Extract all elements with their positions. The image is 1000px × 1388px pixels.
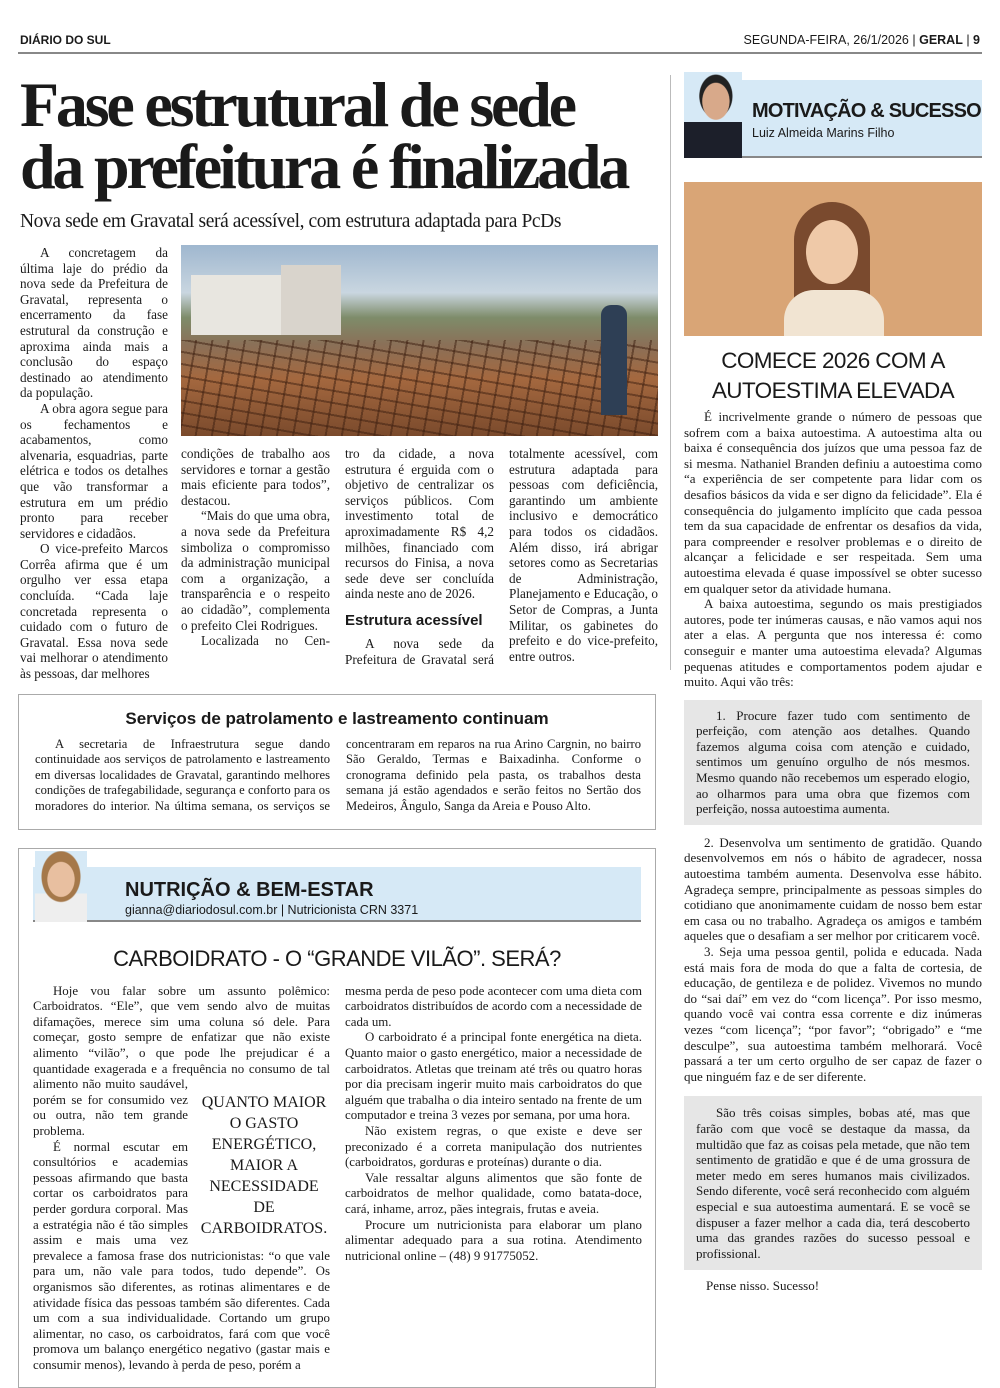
paragraph: A secretaria de Infraestrutura segue dando continuidade aos serviços de patrolamento e lastreamento em diversas localidades de Gravatal, garantindo melhores condições de trafegabilidade, segurança e conforto para os moradores do interior. Na última semana, os serviços se concentraram em reparos na rua Arino Cargnin, no bairro São Geraldo, Termas e Baixadinha. Conforme o cronograma definido pela pasta, os trabalhos desta semana já estão agendados e serão feitos no Sertão dos Medeiros, Ângulo, Sanga da Areia e Pouso Alto.	[35, 736, 641, 813]
paragraph: A nova sede da Prefeitura de Gravatal será	[345, 635, 494, 667]
article-column	[20, 245, 168, 682]
right-content	[684, 80, 982, 1294]
tip-box	[684, 700, 982, 825]
left-content	[18, 245, 658, 1388]
paragraph: Vale ressaltar alguns alimentos que são fonte de carboidratos de melhor qualidade, como batata-doce, cará, inhame, arroz, pães integrais, frutas e aveia.	[345, 1170, 642, 1216]
paragraph: O vice-prefeito Marcos Corrêa afirma que é um orgulho ver essa etapa concluída. “Cada laje concretada representa o cuidado com o futuro de Gravatal. Essa nova sede vai melhorar o atendimento às pessoas, dar melhores	[20, 541, 168, 682]
construction-photo	[181, 245, 658, 436]
patrol-text	[35, 737, 641, 815]
nutrition-byline: gianna@diariodosul.com.br | Nutricionista CRN 3371	[125, 902, 419, 917]
conclusion-box	[684, 1096, 982, 1270]
title-line: COMECE 2026 COM A	[721, 348, 945, 373]
headline-line: Fase estrutural de sede	[20, 69, 574, 140]
rebar-grid	[181, 340, 658, 436]
column-divider	[670, 75, 671, 670]
nutrition-column-1	[33, 984, 330, 1374]
paragraph: condições de trabalho aos servidores e tornar a gestão mais eficiente para todos”, destacou.	[181, 446, 330, 508]
article-right	[181, 245, 658, 682]
paragraph: É normal escutar em consultórios e academias pessoas afirmando que basta cortar os carboidratos para perder gordura corporal. Mas a estratégia não é tão simples assim e mais uma vez prevalece a famosa frase dos nutricionistas: “o que vale para um, não vale para todos, tudo depende”. Os organismos são diferentes, as rotinas alimentares e de atividade física das pessoas também são diferentes. Cada um com a sua individualidade. Cortando um grupo alimentar, no caso, os carboidratos, fará com que você promova um balanço energético negativo (gastar mais e consumir menos), levando à perda de peso, porém a	[33, 1139, 330, 1372]
article-body	[18, 245, 658, 682]
date: SEGUNDA-FEIRA, 26/1/2026	[743, 33, 909, 47]
paper-name: DIÁRIO DO SUL	[20, 33, 111, 47]
motivation-title	[684, 346, 982, 406]
motivation-text	[684, 835, 982, 1085]
headline-line: da prefeitura é finalizada	[20, 131, 628, 202]
nutrition-header	[33, 867, 641, 922]
closing-line: Pense nisso. Sucesso!	[706, 1278, 820, 1294]
building-shape	[281, 265, 341, 335]
woman-photo	[684, 182, 982, 336]
paragraph: É incrivelmente grande o número de pessoas que sofrem com a baixa autoestima. A autoestima alta ou baixa é consequência dos juízos que uma pessoa faz de si mesma. Nathaniel Branden definiu a autoestima como “a experiência de ser competente para lidar com os desafios básicos da vida e ser digno da felicidade”. Ela é consequência do julgamento implícito que cada pessoa tem da sua capacidade de enfrentar os desafios da vida, para compreender e resolver problemas e o direito de alcançar a felicidade e ser respeitada. Sem uma autoestima elevada é quase impossível se obter sucesso em qualquer setor da atividade humana.	[684, 409, 982, 596]
nutrition-title: CARBOIDRATO - O “GRANDE VILÃO”. SERÁ?	[113, 945, 561, 971]
paragraph: “Mais do que uma obra, a nova sede da Prefeitura simboliza o compromisso da administração municipal com a organização, a transparência e o respeito ao cidadão”, complementa o prefeito Clei Rodrigues.	[181, 508, 330, 633]
worker-figure	[601, 305, 627, 415]
article-column	[345, 446, 494, 667]
author-photo	[35, 851, 87, 922]
building-shape	[191, 275, 281, 335]
paragraph: 1. Procure fazer tudo com sentimento de perfeição, com atenção aos detalhes. Quando fazemos alguma coisa com atenção e cuidado, sentimos um genuíno orgulho de nós mesmos. Mesmo quando não recebemos um esperado elogio, ao olharmos para uma obra que fizemos com perfeição, nossa autoestima aumenta.	[696, 707, 970, 817]
motivation-header	[684, 80, 982, 158]
paragraph: 3. Seja uma pessoa gentil, polida e educada. Nada está mais fora de moda do que a falta de cortesia, de educação, de gentileza e de polidez. Vivemos no mundo do “sai daí” em vez do “com licença”. Por isso mesmo, quando você vai contra essa corrente e diz inúmeras vezes “com licença”; “por favor”; “obrigado” e “me desculpe”, sua autoestima também melhorará. Você passará a ter um certo orgulho de ser capaz de fazer o que ninguém faz e de ser diferente.	[684, 944, 982, 1084]
page-info: SEGUNDA-FEIRA, 26/1/2026 | GERAL | 9	[743, 33, 980, 47]
sweater-shape	[784, 290, 884, 336]
article-column	[509, 446, 658, 667]
nutrition-column-2	[345, 984, 642, 1374]
paragraph: Procure um nutricionista para elaborar um plano alimentar adequado para a sua rotina. Atendimento nutricional online – (48) 9 91775052.	[345, 1217, 642, 1263]
section: GERAL	[919, 33, 963, 47]
nutrition-column	[18, 848, 656, 1388]
paragraph: Localizada no Cen-	[201, 633, 330, 649]
header-rule	[18, 52, 982, 54]
motivation-section-title: MOTIVAÇÃO & SUCESSO	[752, 100, 981, 122]
paragraph: São três coisas simples, bobas até, mas que farão com que você se destaque da massa, da multidão que faz as coisas pela metade, que não tem sentimento de gratidão e que é de uma grossura de meter medo em seres humanos mais civilizados. Sendo diferente, você será reconhecido com alguém especial e sua autoestima aumentará. E se você se dispuser a fazer melhor a cada dia, terá descoberto uma das grandes razões do sucesso pessoal e profissional.	[696, 1105, 970, 1261]
pull-quote: QUANTO MAIOR O GASTO ENERGÉTICO, MAIOR A NECESSIDADE DE CARBOIDRATOS.	[200, 1093, 328, 1237]
paragraph: mesma perda de peso pode acontecer com uma dieta com carboidratos distribuídos de acordo com a necessidade de cada um.	[345, 983, 642, 1029]
subhead: Estrutura acessível	[345, 611, 483, 629]
author-photo	[684, 72, 742, 158]
article-columns	[181, 446, 658, 667]
motivation-author: Luiz Almeida Marins Filho	[752, 126, 895, 140]
motivation-text	[684, 409, 982, 690]
subtitle: Nova sede em Gravatal será acessível, com estrutura adaptada para PcDs	[20, 211, 562, 232]
paragraph: totalmente acessível, com estrutura adaptada para pessoas com deficiência, garantindo um ambiente inclusivo e democrático para todos os cidadãos. Além disso, irá abrigar setores como as Secretarias de Administração, Planejamento e Educação, o Setor de Compras, a Junta Militar, os gabinetes do prefeito e do vice-prefeito, entre outros.	[509, 446, 658, 664]
paragraph: O carboidrato é a principal fonte energética na dieta. Quanto maior o gasto energético, maior a necessidade de carboidratos. Atletas que treinam até três ou quatro horas por dia precisam ingerir muito mais carboidratos do que alguém que trabalha o dia inteiro sentado na frente de um computador e treina 3 vezes por semana, por uma hora.	[345, 1030, 642, 1123]
paragraph: Hoje vou falar sobre um assunto polêmico: Carboidratos. “Ele”, que vem sendo alvo de muitas difamações, merece sim uma coluna só dele. Para começar, gosto sempre de enfatizar que não existe alimento “vilão”, o que pode lhe prejudicar é a quantidade exagerada e a frequência no consumo de tal alimento não muito saudável, porém se for consumido vez ou outra, não tem grande problema.	[33, 983, 330, 1138]
face-shape	[806, 220, 858, 284]
patrol-title: Serviços de patrolamento e lastreamento continuam	[125, 708, 549, 728]
title-line: AUTOESTIMA ELEVADA	[711, 378, 955, 403]
paragraph: Não existem regras, o que existe e deve ser preconizado é a correta manipulação dos nutrientes (carboidratos, gorduras e proteínas) durante o dia.	[345, 1123, 642, 1170]
headline	[20, 69, 660, 202]
paragraph: 2. Desenvolva um sentimento de gratidão. Quando desenvolvemos em nós o hábito de agradecer, nossa autoestima também aumenta. Desenvolva esse hábito. Agradeça sempre, principalmente as pessoas simples do cotidiano que anonimamente cuidam de nosso bem estar em casa ou no trabalho. Agradeça os amigos e também aqueles que o desafiam a ser melhor por criticarem você.	[684, 834, 982, 944]
paragraph: tro da cidade, a nova estrutura é erguida com o objetivo de centralizar os serviços públicos. Com investimento total de aproximadamente R$ 4,2 milhões, financiado com recursos do Finisa, a nova sede deve ser concluída ainda neste ano de 2026.	[345, 446, 494, 602]
paragraph: A baixa autoestima, segundo os mais prestigiados autores, pode ter inúmeras causas, e não vamos aqui nos ater a elas. A pergunta que nos interessa é: como conseguir e manter uma autoestima elevada? Algumas pequenas atitudes e comportamentos podem ajudar e muito. Aqui vão três:	[684, 596, 982, 690]
article-column	[181, 446, 330, 667]
patrol-box	[18, 694, 656, 830]
nutrition-columns	[33, 984, 641, 1374]
paragraph: A obra agora segue para os fechamentos e acabamentos, como alvenaria, esquadrias, parte elétrica e todos os detalhes que vão transformar a estrutura em um prédio pronto para receber servidores e cidadãos.	[20, 400, 168, 541]
nutrition-section-title: NUTRIÇÃO & BEM-ESTAR	[125, 878, 374, 901]
paragraph: A concretagem da última laje do prédio da nova sede da Prefeitura de Gravatal, representa o encerramento da fase estrutural da construção e aproxima ainda mais a conclusão do espaço destinado ao atendimento da população.	[20, 245, 168, 401]
page-number: 9	[973, 33, 980, 47]
